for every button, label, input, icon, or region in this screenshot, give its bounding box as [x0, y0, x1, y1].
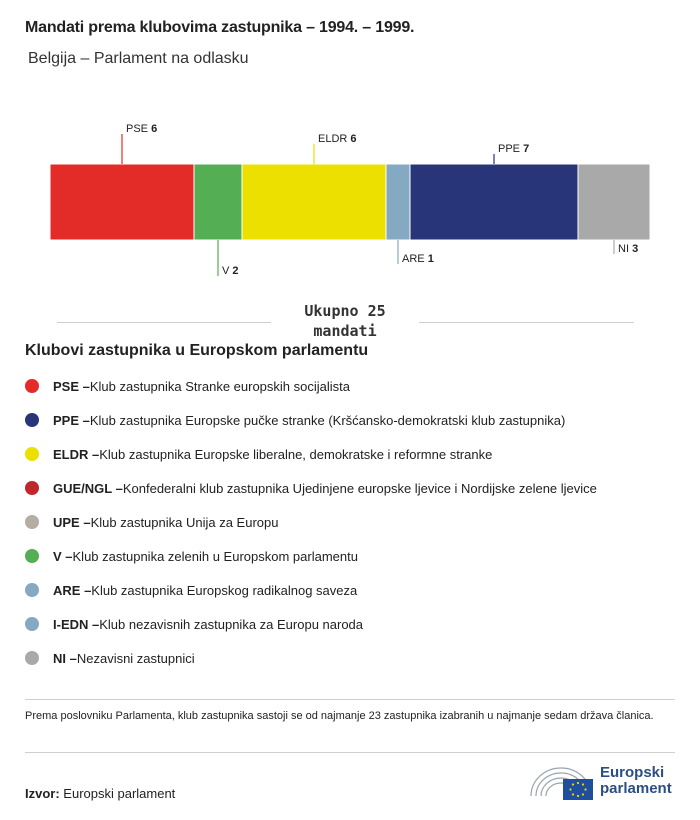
legend-swatch: [25, 379, 39, 393]
legend-item-ni: [25, 641, 597, 675]
legend-item-eldr: [25, 437, 597, 471]
legend-swatch: [25, 583, 39, 597]
legend-item-ppe: [25, 403, 597, 437]
total-divider-right: [419, 322, 634, 323]
source-line: [25, 786, 175, 801]
footnote: Prema poslovniku Parlamenta, klub zastupnika sastoji se od najmanje 23 zastupnika izabranih u najmanje sedam država članica.: [25, 710, 654, 722]
bar-segment-ppe: [410, 164, 578, 240]
data-label-ppe: PPE 7: [498, 143, 530, 155]
legend-swatch: [25, 481, 39, 495]
legend-abbr: PSE –: [53, 379, 90, 394]
legend-description: Nezavisni zastupnici: [76, 650, 195, 666]
total-seats-line1: Ukupno 25: [304, 302, 386, 320]
legend-swatch: [25, 447, 39, 461]
legend-swatch: [25, 651, 39, 665]
footer-divider-top: [25, 699, 675, 700]
legend-list: [25, 369, 597, 675]
legend-description: Klub zastupnika Stranke europskih socijalista: [89, 378, 350, 394]
legend-description: Klub zastupnika Unija za Europu: [90, 514, 279, 530]
legend-description: Klub zastupnika Europske pučke stranke (Kršćansko-demokratski klub zastupnika): [89, 412, 566, 428]
chart-subtitle: Belgija – Parlament na odlasku: [28, 50, 249, 67]
legend-item-upe: [25, 505, 597, 539]
bar-segment-ni: [578, 164, 650, 240]
legend-item-gue-ngl: [25, 471, 597, 505]
stacked-seat-bar-chart: [0, 120, 700, 285]
legend-swatch: [25, 617, 39, 631]
legend-item-are: [25, 573, 597, 607]
legend-swatch: [25, 549, 39, 563]
total-seats-line2: mandati: [313, 322, 377, 340]
footer-divider-bottom: [25, 752, 675, 753]
total-divider-left: [57, 322, 271, 323]
legend-abbr: NI –: [53, 651, 77, 666]
legend-description: Klub zastupnika zelenih u Europskom parlamentu: [72, 548, 358, 564]
data-label-are: ARE 1: [402, 253, 434, 265]
legend-title: Klubovi zastupnika u Europskom parlamentu: [25, 342, 369, 359]
legend-abbr: V –: [53, 549, 73, 564]
legend-swatch: [25, 515, 39, 529]
european-parliament-logo: [528, 762, 678, 802]
legend-abbr: PPE –: [53, 413, 90, 428]
logo-wordmark: [600, 765, 672, 797]
logo-line2: parlament: [600, 780, 672, 797]
hemicycle-icon: [528, 762, 594, 802]
data-label-v: V 2: [222, 265, 239, 277]
legend-abbr: GUE/NGL –: [53, 481, 123, 496]
legend-description: Klub nezavisnih zastupnika za Europu naroda: [99, 616, 364, 632]
legend-item-v: [25, 539, 597, 573]
legend-abbr: UPE –: [53, 515, 91, 530]
legend-swatch: [25, 413, 39, 427]
data-label-eldr: ELDR 6: [318, 133, 357, 145]
bar-segment-eldr: [242, 164, 386, 240]
bar-segment-are: [386, 164, 410, 240]
legend-item-pse: [25, 369, 597, 403]
chart-title: Mandati prema klubovima zastupnika – 1994. – 1999.: [25, 19, 415, 36]
total-seats-label: [275, 301, 415, 341]
data-label-ni: NI 3: [618, 243, 639, 255]
legend-description: Konfederalni klub zastupnika Ujedinjene europske ljevice i Nordijske zelene ljevice: [122, 480, 597, 496]
bar-segment-v: [194, 164, 242, 240]
legend-item-i-edn: [25, 607, 597, 641]
bar-segment-pse: [50, 164, 194, 240]
data-label-pse: PSE 6: [126, 123, 158, 135]
legend-description: Klub zastupnika Europske liberalne, demokratske i reformne stranke: [99, 446, 493, 462]
source-text: Europski parlament: [63, 786, 176, 801]
legend-abbr: I-EDN –: [53, 617, 99, 632]
legend-abbr: ARE –: [53, 583, 91, 598]
logo-line1: Europski: [600, 764, 665, 781]
legend-description: Klub zastupnika Europskog radikalnog saveza: [91, 582, 358, 598]
legend-abbr: ELDR –: [53, 447, 99, 462]
source-label: Izvor:: [25, 786, 60, 801]
